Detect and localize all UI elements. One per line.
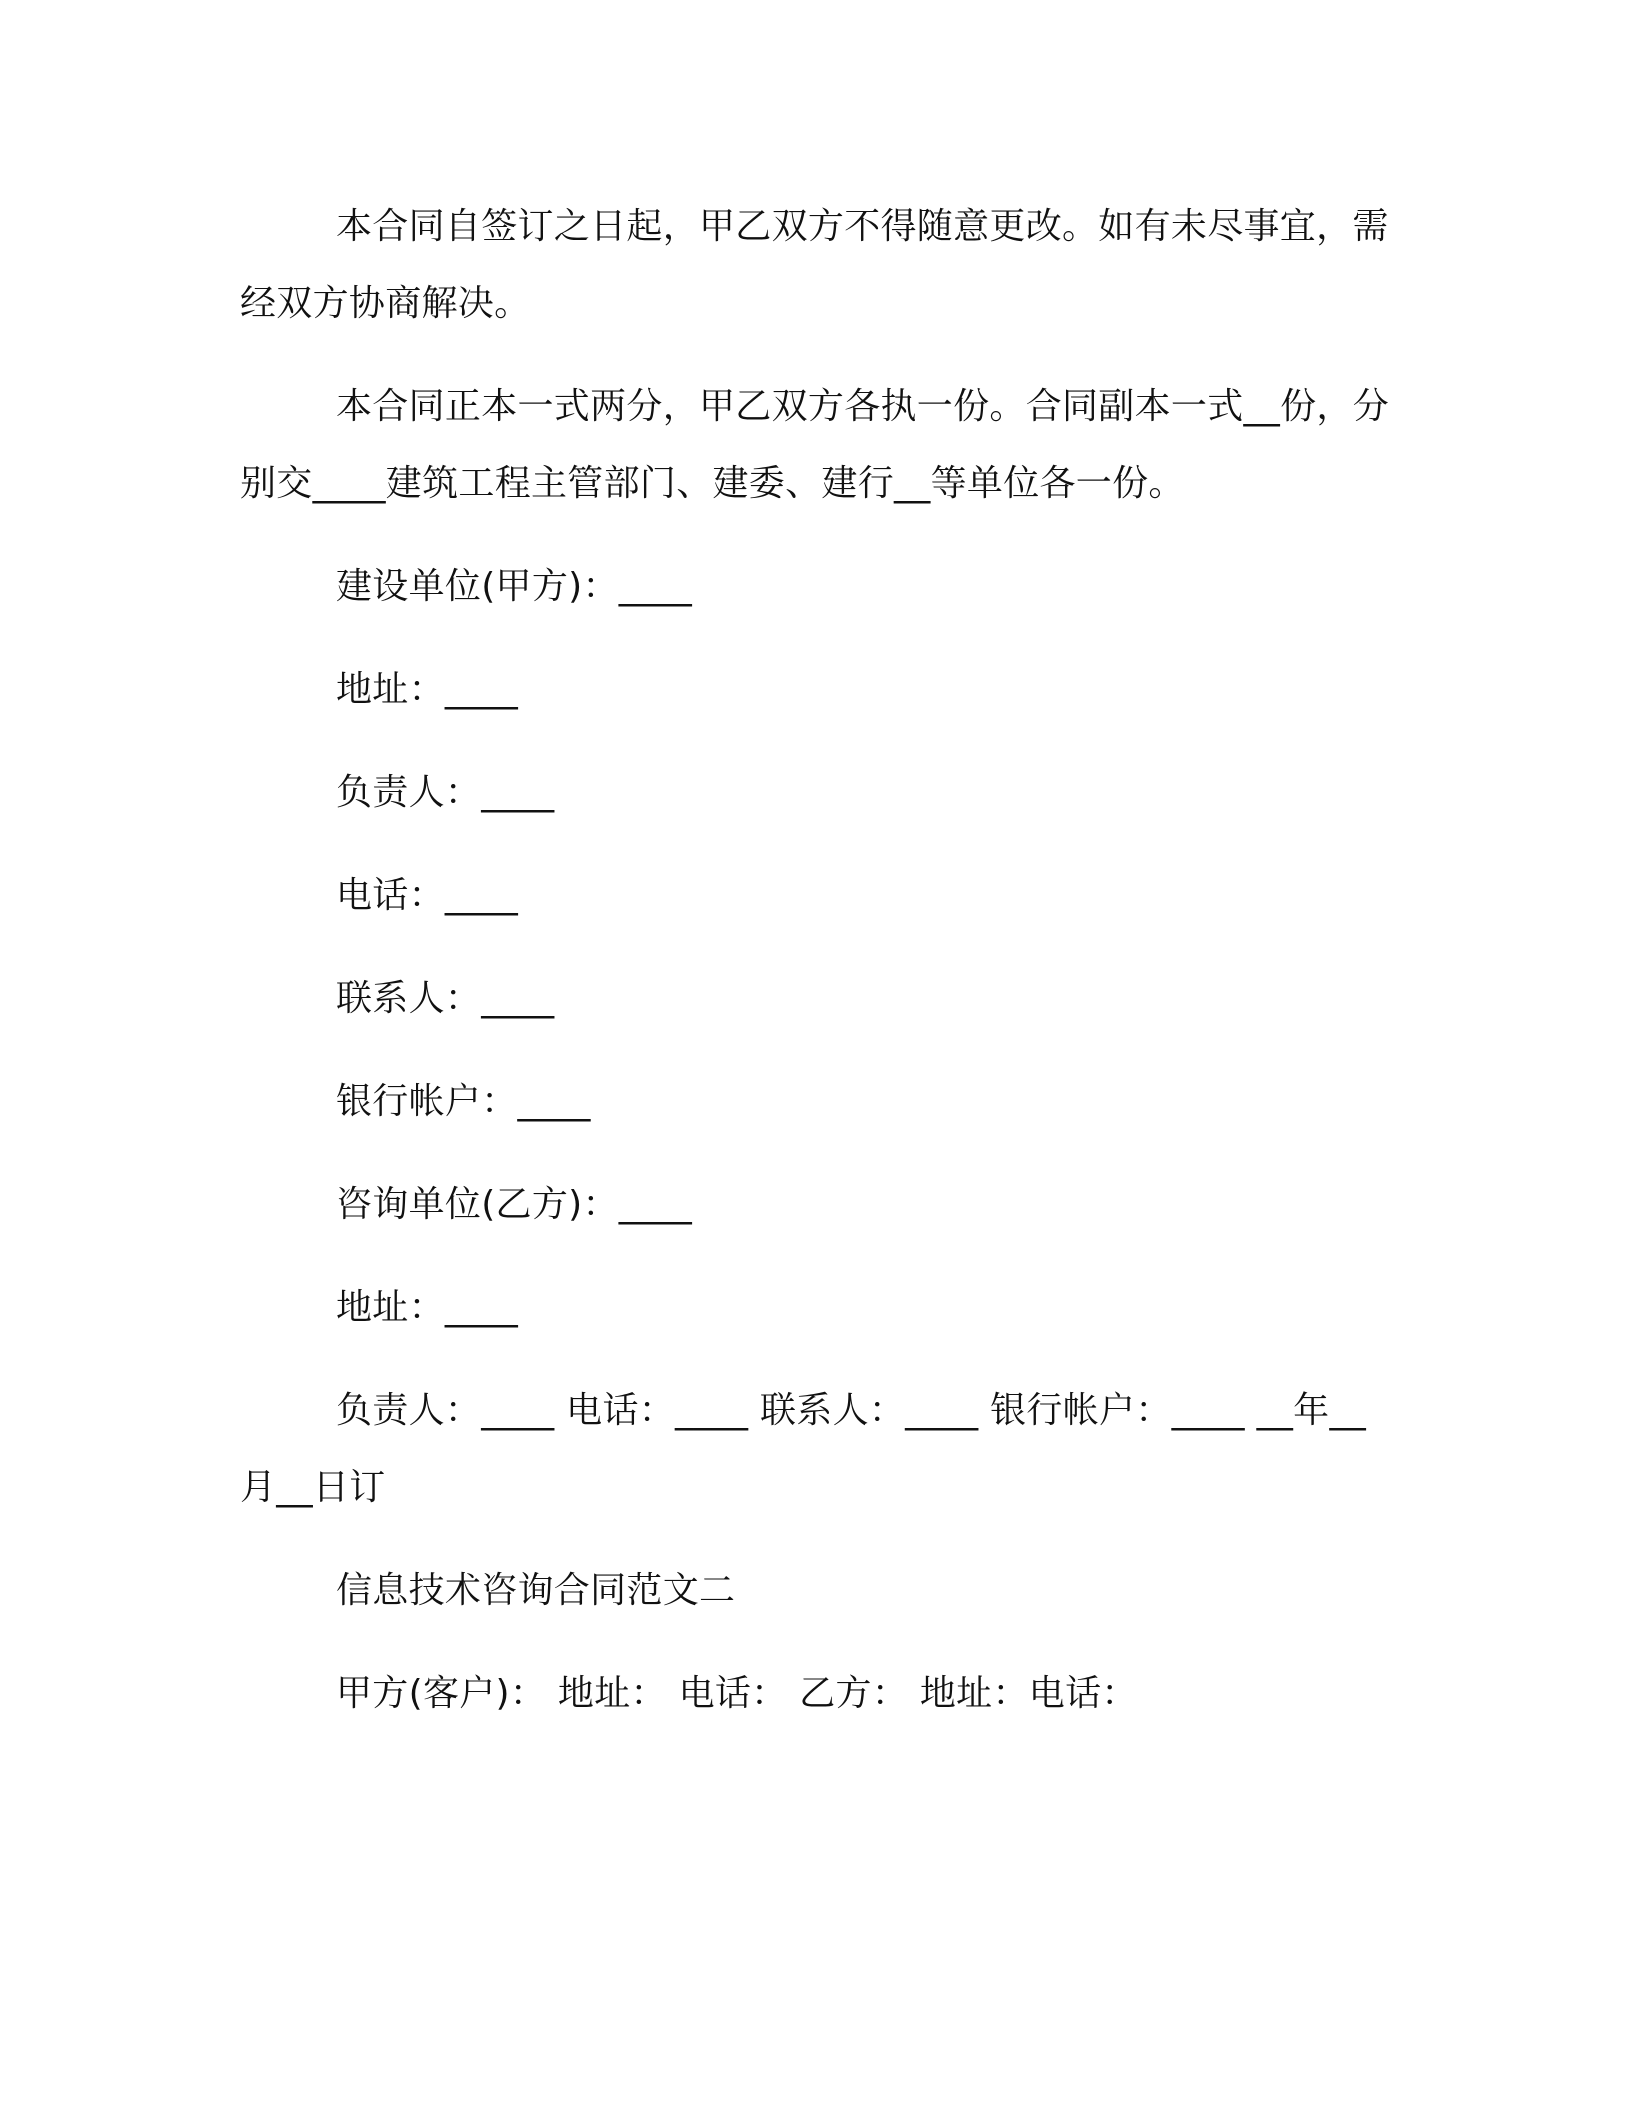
party-b-address: 地址：____	[336, 1287, 519, 1328]
party-a-unit: 建设单位(甲方)：____	[336, 566, 692, 607]
party-b-details-line: 负责人：____ 电话：____ 联系人：____ 银行帐户：____ __年__月__日订	[240, 1390, 1367, 1508]
party-a-contact: 联系人：____	[336, 978, 555, 1019]
party-a-address: 地址：____	[336, 669, 519, 710]
party-a-phone: 电话：____	[336, 875, 519, 916]
party-a-person-in-charge: 负责人：____	[336, 772, 555, 813]
section-title: 信息技术咨询合同范文二	[336, 1570, 736, 1611]
contract-header-line: 甲方(客户)： 地址： 电话： 乙方： 地址：电话：	[336, 1673, 1138, 1714]
document-body	[240, 188, 1390, 1758]
paragraph-amendment-clause: 本合同自签订之日起，甲乙双方不得随意更改。如有未尽事宜，需经双方协商解决。	[240, 206, 1389, 324]
party-a-bank-account: 银行帐户：____	[336, 1081, 591, 1122]
party-b-unit: 咨询单位(乙方)：____	[336, 1184, 692, 1225]
paragraph-copies-clause: 本合同正本一式两分，甲乙双方各执一份。合同副本一式__份，分别交____建筑工程主管部门、建委、建行__等单位各一份。	[240, 386, 1389, 504]
